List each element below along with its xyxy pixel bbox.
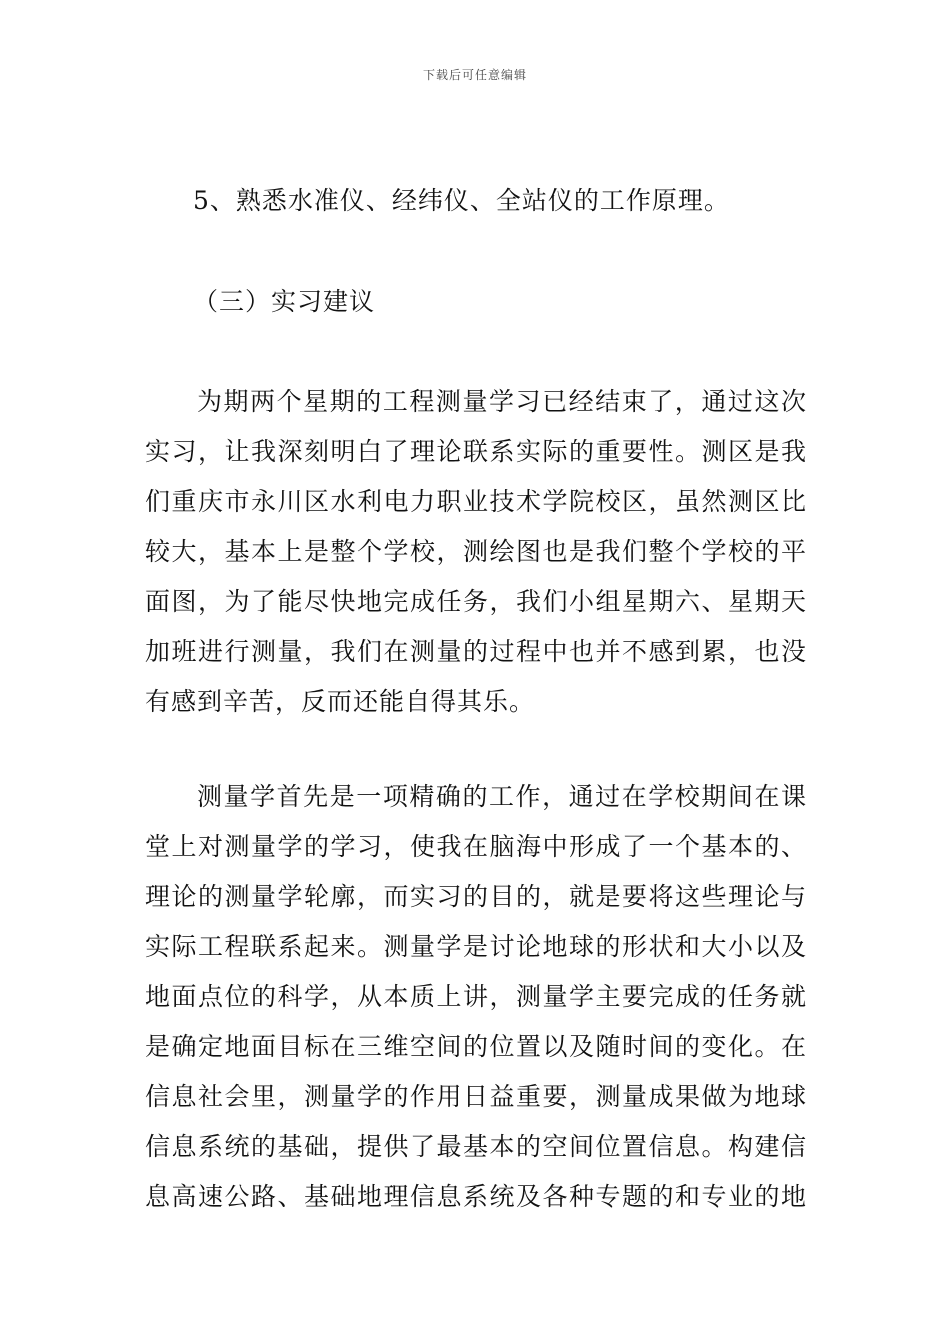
paragraph-line: 实际工程联系起来。测量学是讨论地球的形状和大小以及 <box>145 932 807 961</box>
paragraph-line: 是确定地面目标在三维空间的位置以及随时间的变化。在 <box>145 1032 807 1061</box>
paragraph-1 <box>145 377 807 727</box>
header-note: 下载后可任意编辑 <box>422 68 527 82</box>
paragraph-line: 堂上对测量学的学习，使我在脑海中形成了一个基本的、 <box>145 832 807 861</box>
paragraph-line: 测量学首先是一项精确的工作，通过在学校期间在课 <box>197 782 807 811</box>
paragraph-line: 们重庆市永川区水利电力职业技术学院校区，虽然测区比 <box>145 487 807 516</box>
paragraph-line: 地面点位的科学，从本质上讲，测量学主要完成的任务就 <box>145 982 807 1011</box>
paragraph-line: 较大，基本上是整个学校，测绘图也是我们整个学校的平 <box>145 537 807 566</box>
paragraph-line: 信息社会里，测量学的作用日益重要，测量成果做为地球 <box>145 1082 807 1111</box>
paragraph-line: 为期两个星期的工程测量学习已经结束了，通过这次 <box>197 387 807 416</box>
paragraph-line: 理论的测量学轮廓，而实习的目的，就是要将这些理论与 <box>145 882 807 911</box>
paragraph-2 <box>145 772 807 1222</box>
paragraph-line: 息高速公路、基础地理信息系统及各种专题的和专业的地 <box>145 1182 807 1211</box>
paragraph-line: 有感到辛苦，反而还能自得其乐。 <box>145 687 536 716</box>
section-heading: （三）实习建议 <box>193 287 376 316</box>
paragraph-line: 加班进行测量，我们在测量的过程中也并不感到累，也没 <box>145 637 807 666</box>
paragraph-line: 面图，为了能尽快地完成任务，我们小组星期六、星期天 <box>145 587 807 616</box>
paragraph-line: 信息系统的基础，提供了最基本的空间位置信息。构建信 <box>145 1132 807 1161</box>
list-item-5: 5、熟悉水准仪、经纬仪、全站仪的工作原理。 <box>193 186 730 215</box>
paragraph-line: 实习，让我深刻明白了理论联系实际的重要性。测区是我 <box>145 437 807 466</box>
